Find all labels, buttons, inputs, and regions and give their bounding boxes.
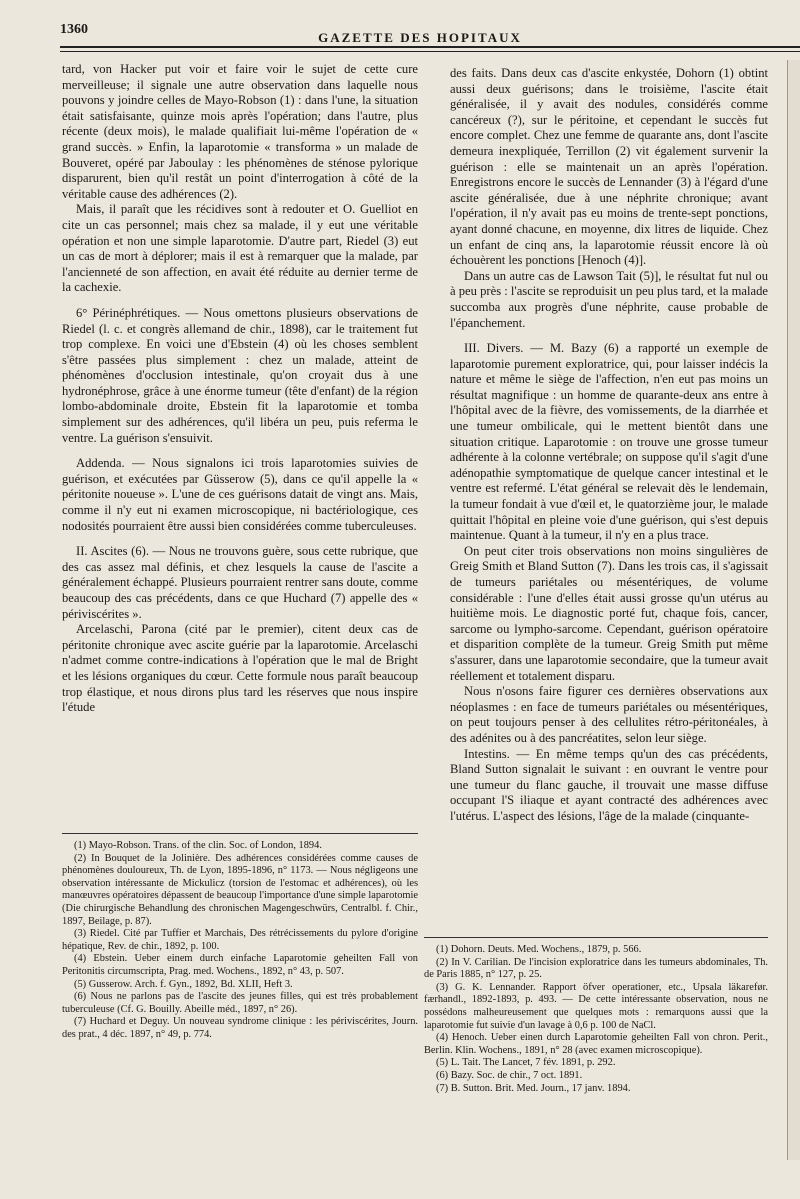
footnote-item: (6) Nous ne parlons pas de l'ascite des jeunes filles, qui est très probablement tuberculeuse (Cf. G. Bouilly. Abeille méd., 1897, n° 26). bbox=[62, 991, 418, 1015]
right-paragraph-2: Dans un autre cas de Lawson Tait (5)], le résultat fut nul ou à peu près : l'ascite se reproduisit un peu plus tard, et la malade succomba aux progrès d'une néphrite, cause probable de l'épanchement. bbox=[450, 268, 768, 330]
page-header bbox=[60, 22, 780, 44]
left-paragraph-arcelaschi: Arcelaschi, Parona (cité par le premier), citent deux cas de péritonite chronique avec ascite guérie par la laparotomie. Arcelaschi n'admet comme contre-indications à l'opération que le mal de Bright et les lésions organiques du cœur. Cette formule nous paraît beaucoup trop élastique, et nous dirons plus tard les réserves que nous inspire l'étude bbox=[62, 622, 418, 715]
footnote-item: (4) Ebstein. Ueber einem durch einfache Laparotomie geheilten Fall von Peritonitis circumscripta, Prag. med. Wochens., 1892, n° 43, p. 507. bbox=[62, 953, 418, 977]
footnote-item: (1) Mayo-Robson. Trans. of the clin. Soc. of London, 1894. bbox=[74, 840, 322, 851]
page-number: 1360 bbox=[60, 22, 88, 37]
footnote-item: (1) Dohorn. Deuts. Med. Wochens., 1879, p. 566. bbox=[436, 944, 642, 955]
left-paragraph-2: Mais, il paraît que les récidives sont à redouter et O. Guelliot en cite un cas personnel; mais chez sa malade, il y eut une véritable opération et non une simple laparotomie. D'autre part, Riedel (3) eut un cas de mort à déplorer; mais il est à remarquer que la malade, par l'ancienneté de son affection, en avait été réduite au dernier terme de la cachexie. bbox=[62, 202, 418, 295]
footnote-item: (4) Henoch. Ueber einen durch Laparotomie geheilten Fall von chron. Perit., Berlin. Klin. Wochens., 1891, n° 28 (avec examen microscopique). bbox=[424, 1032, 768, 1056]
footnote-item: (7) B. Sutton. Brit. Med. Journ., 17 janv. 1894. bbox=[436, 1082, 631, 1094]
right-paragraph-4: On peut citer trois observations non moins singulières de Greig Smith et Bland Sutton (7). Dans les trois cas, il s'agissait de tumeurs pariétales ou mésentériques, de volume considérable : l'une d'elles était aussi grosse qu'un utérus au huitième mois. Le diagnostic porté fut, chaque fois, cancer, sarcome ou lympho-sarcome. Cependant, guérison opératoire et disparition complète de la tumeur. Greig Smith put même s'assurer, dans une laparotomie secondaire, que la tumeur avait réellement et totalement disparu. bbox=[450, 543, 768, 683]
footnote-item: (5) L. Tait. The Lancet, 7 fév. 1891, p. 292. bbox=[436, 1057, 616, 1069]
header-rule-thin bbox=[60, 51, 800, 52]
right-paragraph-1: des faits. Dans deux cas d'ascite enkystée, Dohorn (1) obtint aussi deux guérisons; dans le troisième, l'ascite était généralisée, il y avait des nodules, considérés comme cancéreux (?), sur le péritoine, et cependant le succès fut encore complet. Chez une femme de quarante ans, dont l'ascite demeura inexpliquée, Terrillon (2) vit également survenir la guérison : elle se maintenait un an après l'opération. Enregistrons encore le succès de Lennander (3) à l'égard d'une ascite généralisée, due à une néphrite chronique; avant l'opération, il n'y avait pas eu moins de trente-sept ponctions, ayant donné chacune, en moyenne, dix litres de liquide. Chez un enfant de cinq ans, la laparotomie réussit encore là où échouèrent les ponctions [Henoch (4)]. bbox=[450, 66, 768, 268]
right-column bbox=[450, 66, 768, 825]
left-paragraph-perinephretiques: 6° Périnéphrétiques. — Nous omettons plusieurs observations de Riedel (l. c. et congrès allemand de chir., 1898), car le traitement fut trop complexe. En voici une d'Ebstein (4) où les choses semblent s'être passées plus simplement : chez un malade, atteint de phénomènes d'occlusion intestinale, qu'on croyait dus à une hydronéphrose, grâce à une énorme tumeur (tête d'enfant) de la région lombo-abdominale droite, Ebstein fit la laparotomie et tomba simplement sur des adhérences, qu'il libéra un peu, puis referma le ventre. La guérison s'ensuivit. bbox=[62, 305, 418, 445]
footnote-item: (3) G. K. Lennander. Rapport öfver operationer, etc., Upsala läkarefør. færhandl., 1892-1893, p. 493. — De cette intéressante observation, nous ne possédons malheureusement que quelques mots : remarquons aussi que la laparotomie fut suivie d'un lavage à 0,6 p. 100 de NaCl. bbox=[424, 981, 768, 1031]
footnote-item: (3) Riedel. Cité par Tuffier et Marchais, Des rétrécissements du pylore d'origine hépatique, Rev. de chir., 1892, p. 100. bbox=[62, 928, 418, 952]
adjacent-page-edge bbox=[787, 60, 800, 1160]
footnote-item: (6) Bazy. Soc. de chir., 7 oct. 1891. bbox=[436, 1069, 583, 1081]
footnote-rule bbox=[424, 937, 768, 938]
footnote-item: (2) In Bouquet de la Jolinière. Des adhérences considérées comme causes de phénomènes douloureux, Th. de Lyon, 1895-1896, n° 1173. — Nous négligeons une observation intéressante de Mickulicz (torsion de l'estomac et adhérences), où les manœuvres opératoires dépassent de beaucoup l'importance d'une simple laparotomie (Die chirurgische Behandlung des chronischen Magengeschwürs, Centralbl. f. Chir., 1897, Beilage, p. 87). bbox=[62, 852, 418, 927]
left-paragraph-1: tard, von Hacker put voir et faire voir le sujet de cette cure merveilleuse; il signale une autre observation dans laquelle nous pouvons y joindre celles de Mayo-Robson (1) : dans l'une, la situation était satisfaisante, quinze mois après l'opération; dans l'autre, plus récente (deux mois), le malade qualifiait lui-même l'opération de « grand succès. » Enfin, la laparotomie « transforma » un malade de Bouveret, opéré par Jaboulay : les phénomènes de sténose pylorique disparurent, bien qu'il restât un point d'interrogation à côté de la véritable cause des adhérences (2). bbox=[62, 62, 418, 201]
left-paragraph-addenda: Addenda. — Nous signalons ici trois laparotomies suivies de guérison, et exécutées par Güsserow (5), dans ce qu'il appelle la « péritonite noueuse ». L'une de ces guérisons datait de vingt ans. Mais, comme il n'y eut ni examen microscopique, ni bactériologique, ces nodosités pourraient être aussi bien considérées comme tuberculeuses. bbox=[62, 456, 418, 533]
left-paragraph-ascites: II. Ascites (6). — Nous ne trouvons guère, sous cette rubrique, que des cas assez mal définis, et chez lesquels la cause de l'ascite a généralement échappé. Plusieurs pourraient rentrer sans doute, comme beaucoup des cas précédents, dans ce que Huchard (7) appelle des « périviscérites ». bbox=[62, 544, 418, 621]
right-paragraph-intestins: Intestins. — En même temps qu'un des cas précédents, Bland Sutton signalait le suivant : en ouvrant le ventre pour une tumeur du flanc gauche, il trouvait une masse diffuse occupant l'S iliaque et ayant contracté des adhérences avec l'utérus. L'aspect des lésions, l'âge de la malade (cinquante- bbox=[450, 746, 768, 823]
right-paragraph-divers: III. Divers. — M. Bazy (6) a rapporté un exemple de laparotomie purement exploratrice, qui, pour laisser indécis la nature et même le siège de l'affection, n'en eut pas moins un résultat magnifique : un homme de quarante-deux ans entre à l'hôpital avec de la fièvre, des vomissements, de la diarrhée et une tumeur ombilicale, qui le mettent bientôt dans une situation critique. Laparotomie : on trouve une grosse tumeur adhérente à la colonne vertébrale; on suppose qu'il s'agit d'une adénopathie symptomatique de quelque cancer intestinal et le ventre est refermé. L'état général se relevait dès le lendemain, la tumeur fondait à vue d'œil et, le quatorzième jour, le malade quittait l'hôpital en pleine voie d'une guérison, qui s'est depuis maintenue. Quant à la tumeur, il n'y en a plus trace. bbox=[450, 341, 768, 543]
header-rule-thick bbox=[60, 46, 800, 48]
journal-title: GAZETTE DES HOPITAUX bbox=[318, 30, 522, 45]
footnote-item: (5) Gusserow. Arch. f. Gyn., 1892, Bd. XLII, Heft 3. bbox=[74, 978, 293, 990]
footnote-item: (7) Huchard et Deguy. Un nouveau syndrome clinique : les périviscérites, Journ. des prat., 4 déc. 1897, n° 49, p. 774. bbox=[62, 1016, 418, 1040]
left-footnotes bbox=[62, 833, 418, 1042]
right-paragraph-5: Nous n'osons faire figurer ces dernières observations aux néoplasmes : en face de tumeurs pariétales ou mésentériques, on peut toujours penser à des cellulites rétro-péritonéales, à des adénites ou à des pancréatites, selon leur siège. bbox=[450, 684, 768, 745]
footnote-rule bbox=[62, 833, 418, 834]
left-column bbox=[62, 62, 418, 716]
footnote-item: (2) In V. Carilian. De l'incision exploratrice dans les tumeurs abdominales, Th. de Paris 1885, n° 127, p. 25. bbox=[424, 956, 768, 981]
right-footnotes bbox=[424, 937, 768, 1095]
